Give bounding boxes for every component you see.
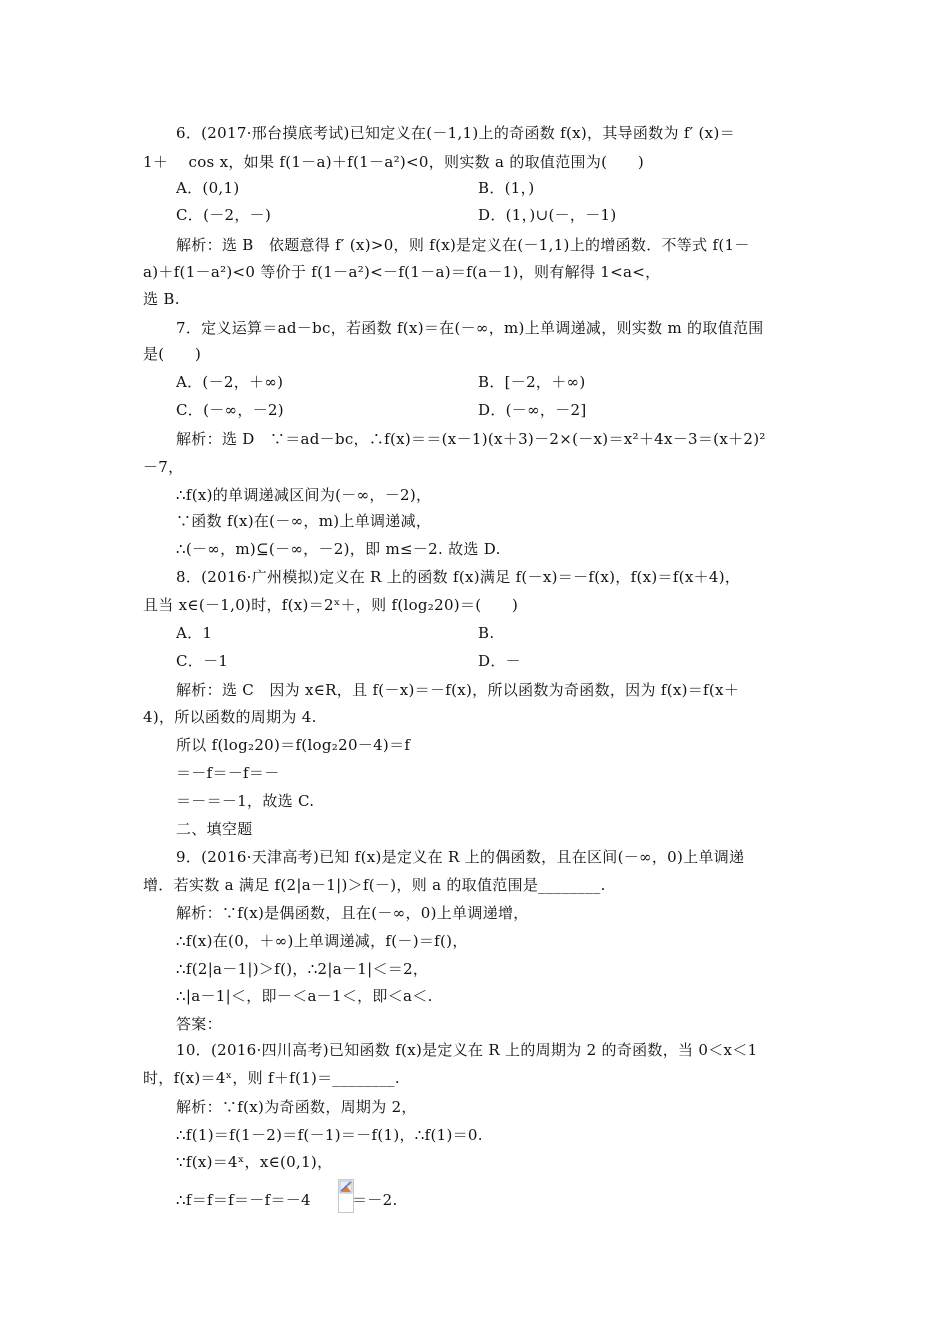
- q10-line1: 10．(2016·四川高考)已知函数 f(x)是定义在 R 上的周期为 2 的奇函数，当 0＜x＜1: [176, 1041, 758, 1059]
- q6-line1: 6．(2017·邢台摸底考试)已知定义在(－1,1)上的奇函数 f(x)，其导函数为 f′ (x)＝: [176, 124, 735, 142]
- q7-option-c: C．(－∞，－2): [176, 401, 284, 419]
- q7-line2: 是( ): [143, 345, 202, 363]
- q8-solution-line2: 4)，所以函数的周期为 4.: [143, 708, 317, 726]
- q6-option-c: C．(－2，－): [176, 206, 272, 224]
- q6-option-a: A．(0,1): [176, 179, 240, 197]
- q10-line2: 时，f(x)＝4ˣ，则 f＋f(1)＝________.: [143, 1069, 400, 1087]
- q8-solution-line3: 所以 f(log₂20)＝f(log₂20－4)＝f: [176, 736, 411, 754]
- q8-solution-line4: ＝－f＝－f＝－: [176, 764, 280, 782]
- q7-solution-line1: 解析：选 D ∵＝ad－bc，∴f(x)＝＝(x－1)(x＋3)－2×(－x)＝x²＋4x－3＝(x＋2)²: [176, 430, 766, 448]
- q9-solution-line3: ∴f(2|a－1|)＞f()，∴2|a－1|＜＝2，: [176, 960, 429, 978]
- q9-line2: 增．若实数 a 满足 f(2|a－1|)＞f(－)，则 a 的取值范围是________.: [143, 876, 606, 894]
- q7-option-b: B．[－2，＋∞): [478, 373, 586, 391]
- q10-solution-line4: ∴f＝f＝f＝－f＝－4: [176, 1191, 311, 1209]
- q7-solution-line5: ∴(－∞，m)⊆(－∞，－2)，即 m≤－2. 故选 D.: [176, 540, 501, 558]
- q9-solution-line2: ∴f(x)在(0，＋∞)上单调递减，f(－)＝f()，: [176, 932, 468, 950]
- q6-solution-line3: 选 B.: [143, 290, 180, 308]
- q7-option-d: D．(－∞，－2]: [478, 401, 587, 419]
- q8-option-b: B.: [478, 624, 495, 642]
- q10-solution-line1: 解析：∵f(x)为奇函数，周期为 2，: [176, 1098, 417, 1116]
- q10-solution-line2: ∴f(1)＝f(1－2)＝f(－1)＝－f(1)，∴f(1)＝0.: [176, 1126, 483, 1144]
- q8-solution-line1: 解析：选 C 因为 x∈R，且 f(－x)＝－f(x)，所以函数为奇函数，因为 f(x)＝f(x＋: [176, 681, 740, 699]
- q8-line1: 8．(2016·广州模拟)定义在 R 上的函数 f(x)满足 f(－x)＝－f(x)，f(x)＝f(x＋4)，: [176, 568, 741, 586]
- q6-option-d: D．(1，)∪(－，－1): [478, 206, 617, 224]
- q9-solution-line4: ∴|a－1|＜，即－＜a－1＜，即＜a＜.: [176, 987, 433, 1005]
- q9-solution-line1: 解析：∵f(x)是偶函数，且在(－∞，0)上单调递增，: [176, 904, 529, 922]
- q7-solution-line2: －7，: [143, 458, 184, 476]
- q7-solution-line4: ∵函数 f(x)在(－∞，m)上单调递减，: [176, 512, 432, 530]
- q8-option-c: C．－1: [176, 652, 229, 670]
- q6-line2: 1＋ cos x，如果 f(1－a)＋f(1－a²)<0，则实数 a 的取值范围为( ): [143, 153, 645, 171]
- section-heading-fill-in: 二、填空题: [176, 820, 253, 838]
- q9-answer: 答案：: [176, 1015, 222, 1033]
- q10-solution-line4-tail: ＝－2.: [352, 1191, 398, 1209]
- q7-line1: 7．定义运算＝ad－bc，若函数 f(x)＝在(－∞，m)上单调递减，则实数 m 的取值范围: [176, 319, 764, 337]
- q6-option-b: B．(1，): [478, 179, 535, 197]
- q7-option-a: A．(－2，＋∞): [176, 373, 284, 391]
- q8-solution-line5: ＝－＝－1，故选 C.: [176, 792, 315, 810]
- q8-option-d: D．－: [478, 652, 521, 670]
- q6-solution-line1: 解析：选 B 依题意得 f′ (x)>0，则 f(x)是定义在(－1,1)上的增函数．不等式 f(1－: [176, 236, 750, 254]
- q9-line1: 9．(2016·天津高考)已知 f(x)是定义在 R 上的偶函数，且在区间(－∞，0)上单调递: [176, 848, 745, 866]
- q8-line2: 且当 x∈(－1,0)时，f(x)＝2ˣ＋，则 f(log₂20)＝( ): [143, 596, 519, 614]
- q10-solution-line3: ∵f(x)＝4ˣ，x∈(0,1)，: [176, 1153, 333, 1171]
- q8-option-a: A．1: [176, 624, 213, 642]
- q7-solution-line3: ∴f(x)的单调递减区间为(－∞，－2)，: [176, 486, 432, 504]
- q6-solution-line2: a)＋f(1－a²)<0 等价于 f(1－a²)<－f(1－a)＝f(a－1)，则有解得 1<a<，: [143, 263, 661, 281]
